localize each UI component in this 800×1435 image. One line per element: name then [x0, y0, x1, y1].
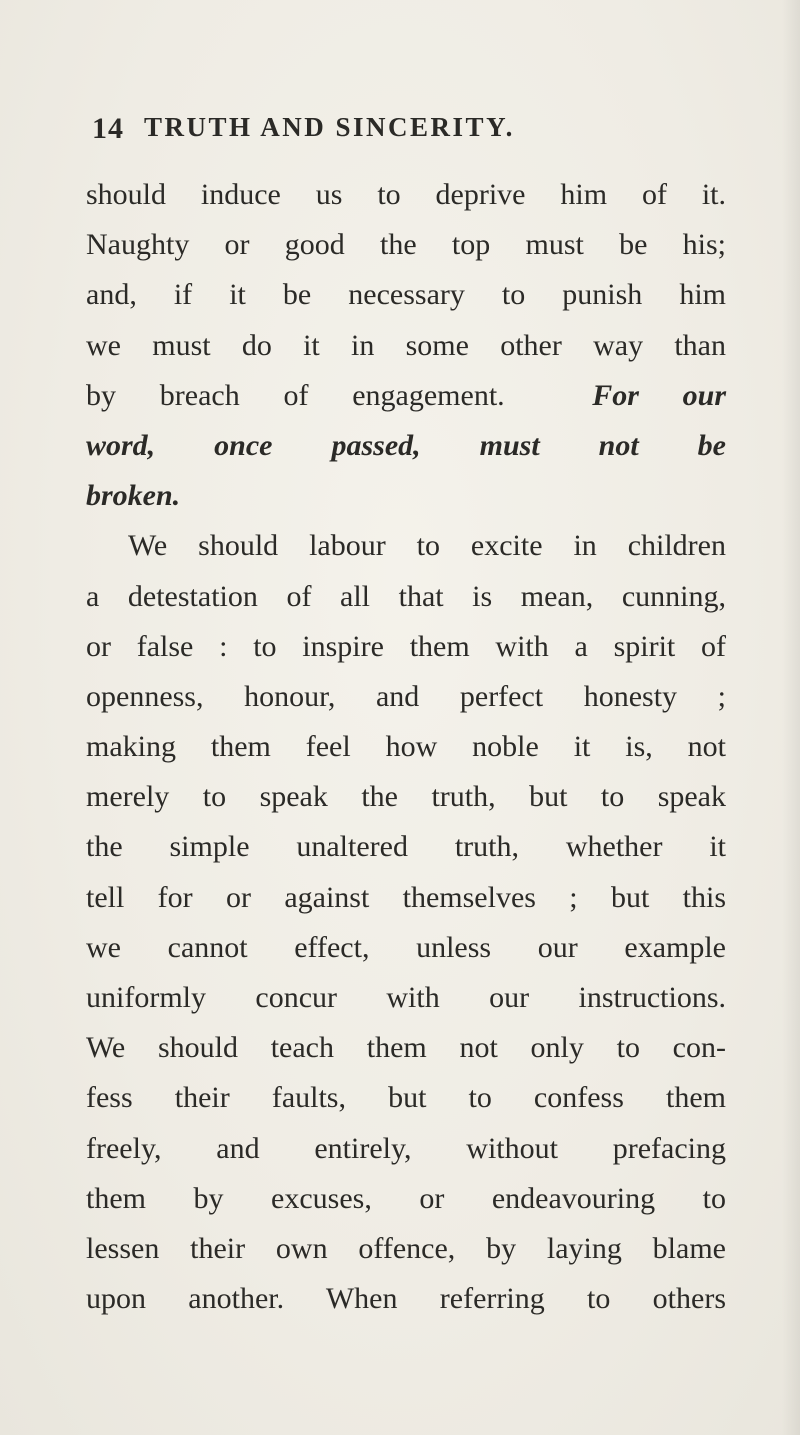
- text-line: we must do it in some other way than: [86, 328, 726, 362]
- text-line: uniformly concur with our instructions.: [86, 981, 726, 1014]
- page-header: [92, 112, 712, 152]
- text-line: tell for or against themselves ; but this: [86, 880, 726, 914]
- text-line: making them feel how noble it is, not: [86, 730, 726, 764]
- italic-text: broken.: [86, 479, 181, 513]
- italic-text: For our: [592, 378, 726, 412]
- text-line: we cannot effect, unless our example: [86, 930, 726, 964]
- text-line: [86, 471, 726, 521]
- text-line: and, if it be necessary to punish him: [86, 278, 726, 312]
- text-line: by breach of engagement. For our: [86, 378, 726, 412]
- text-line: Naughty or good the top must be his;: [86, 228, 726, 262]
- text-line: We should teach them not only to con-: [86, 1031, 726, 1065]
- text-line: upon another. When referring to others: [86, 1282, 726, 1316]
- text-line: [86, 421, 726, 471]
- running-head: TRUTH AND SINCERITY.: [144, 112, 515, 142]
- text-line: fess their faults, but to confess them: [86, 1081, 726, 1115]
- text-line: freely, and entirely, without prefacing: [86, 1131, 726, 1165]
- text-line: We should labour to excite in children: [128, 529, 726, 563]
- text-line: or false : to inspire them with a spirit of: [86, 629, 726, 663]
- italic-text: word, once passed, must not be: [86, 428, 726, 462]
- page-number: 14: [92, 112, 124, 145]
- text-line: lessen their own offence, by laying blame: [86, 1231, 726, 1265]
- text-line: merely to speak the truth, but to speak: [86, 780, 726, 814]
- text-line: a detestation of all that is mean, cunning,: [86, 579, 726, 613]
- text-line: the simple unaltered truth, whether it: [86, 830, 726, 864]
- text-line: them by excuses, or endeavouring to: [86, 1181, 726, 1215]
- text-line: openness, honour, and perfect honesty ;: [86, 679, 726, 713]
- text-line: should induce us to deprive him of it.: [86, 178, 726, 211]
- body-text: [86, 170, 726, 1324]
- page-edge-shadow: [782, 0, 800, 1435]
